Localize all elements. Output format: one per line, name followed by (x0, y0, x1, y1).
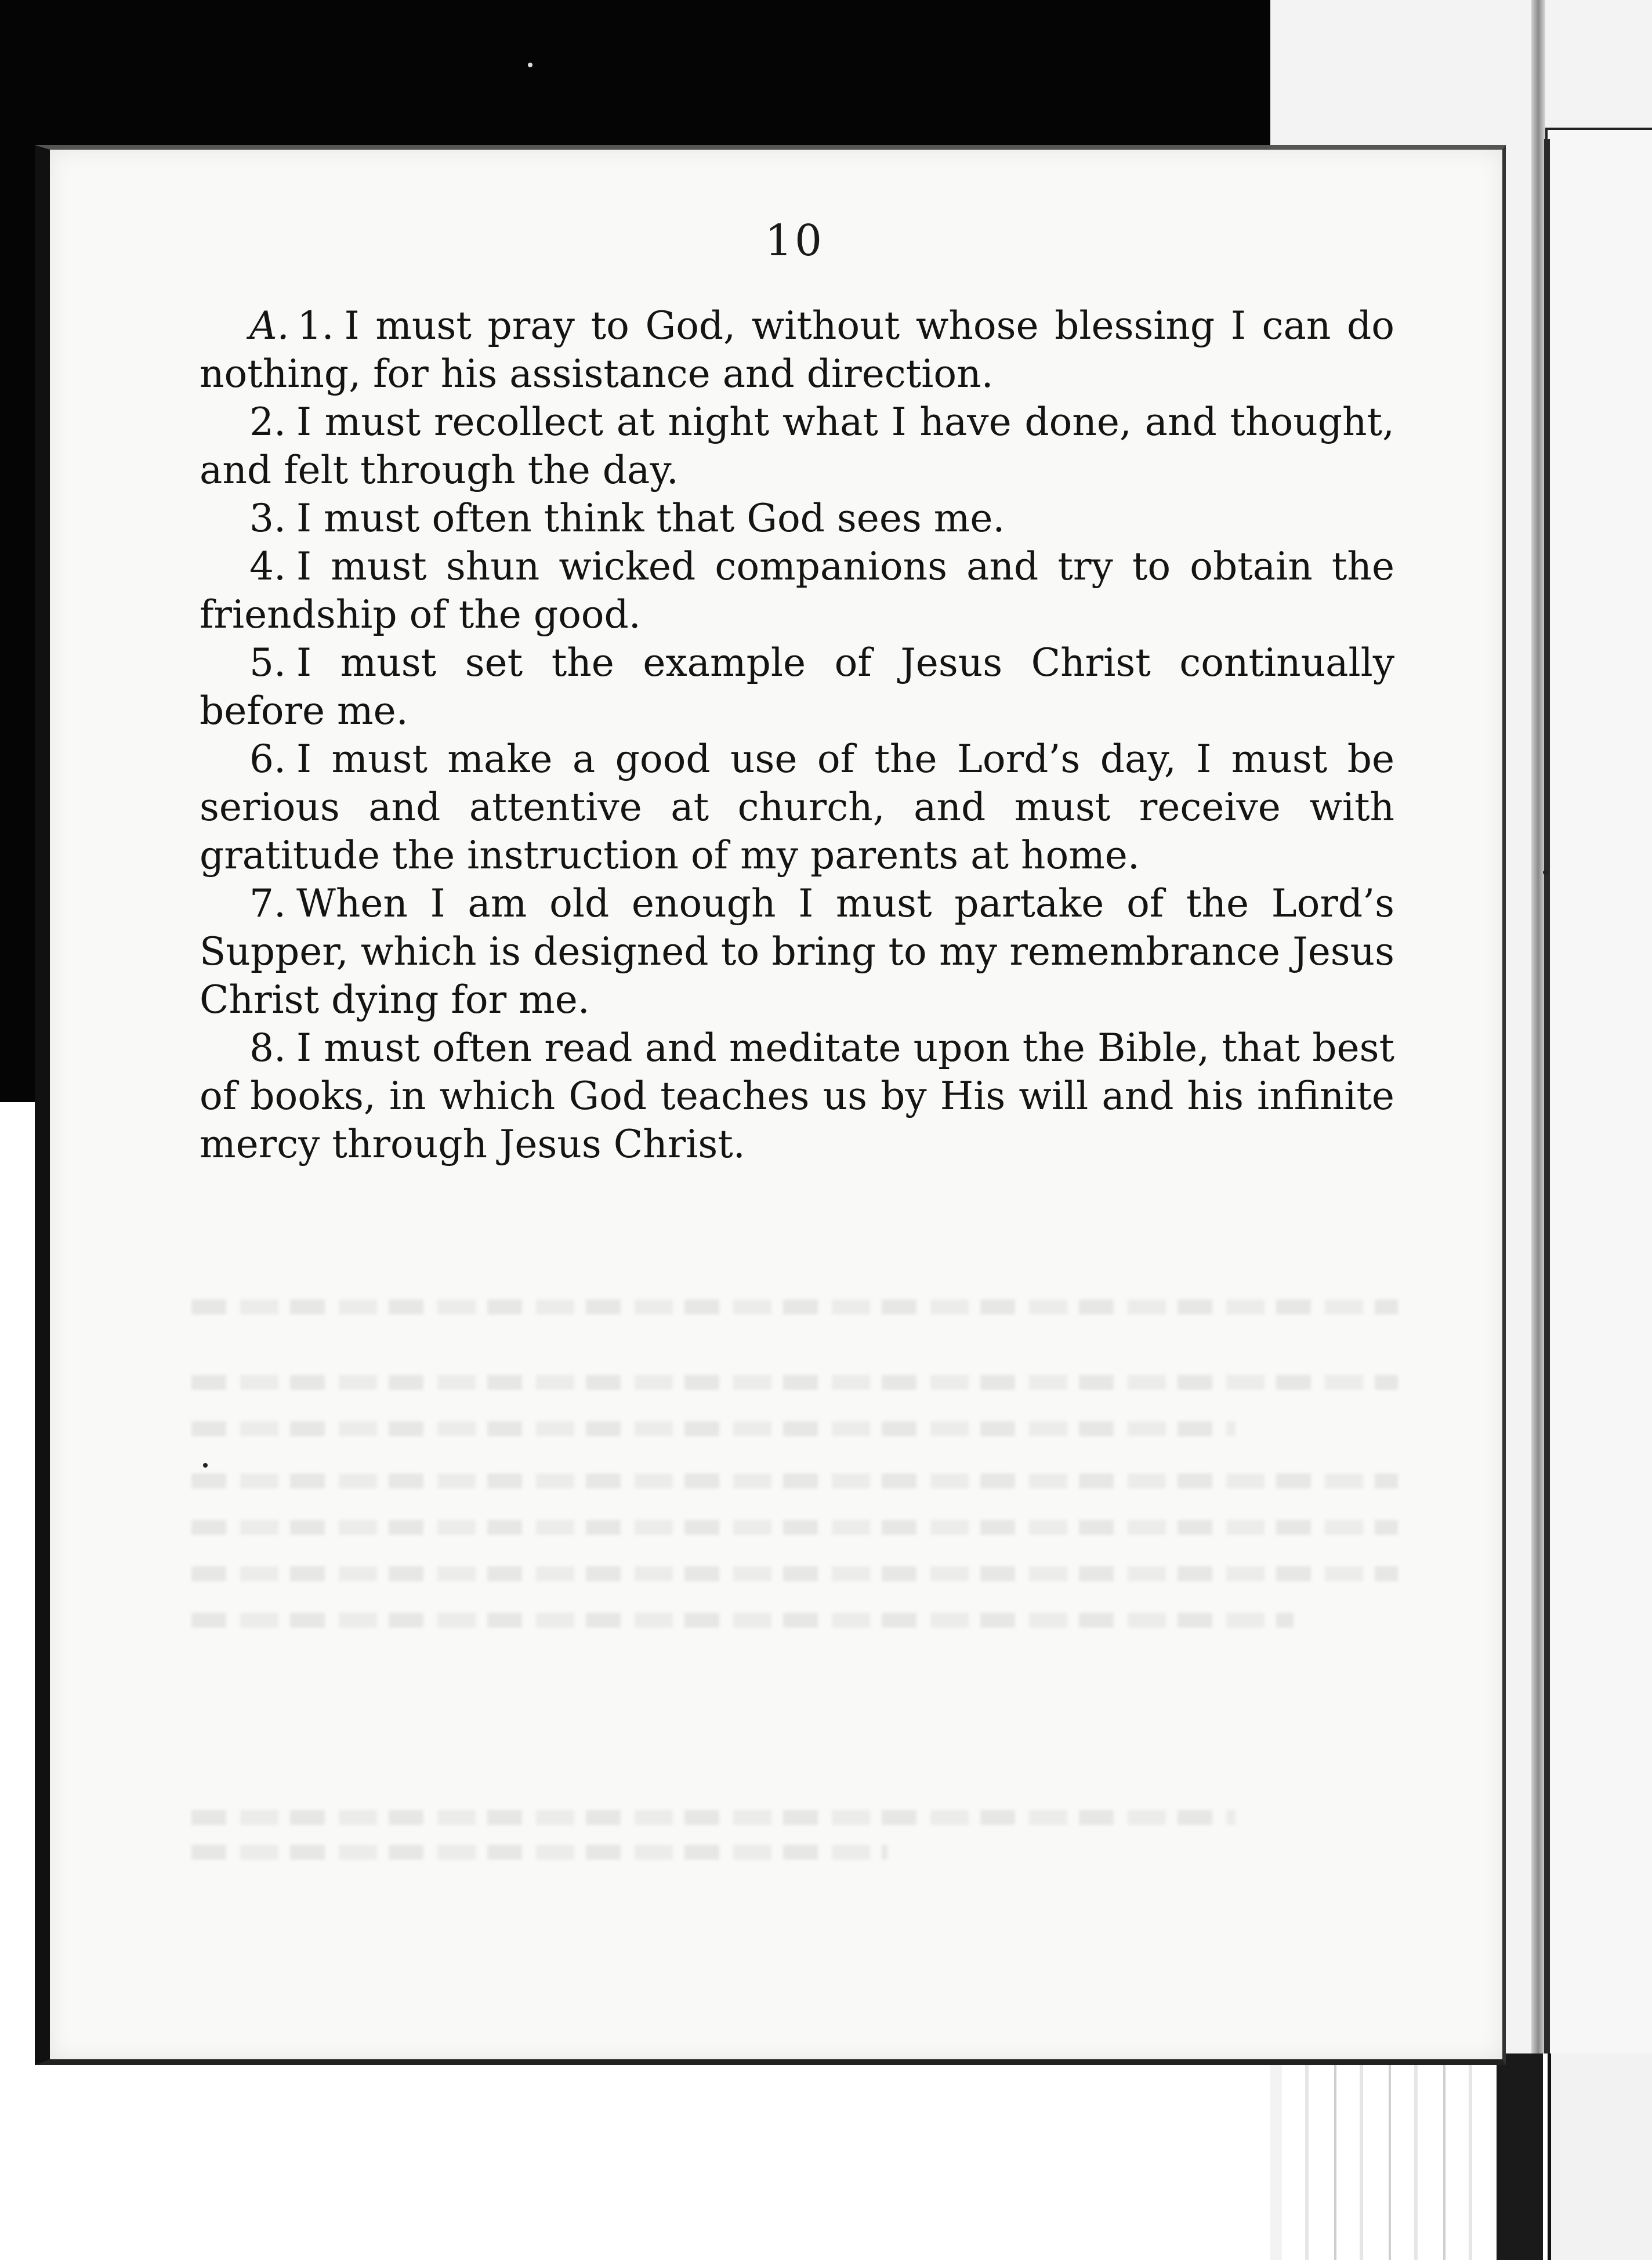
item-number: 8. (249, 1026, 286, 1070)
ink-speck (528, 63, 532, 67)
show-through-line (191, 1473, 1398, 1488)
item-number: 7. (249, 881, 286, 926)
answer-item-5 (200, 639, 1394, 735)
answer-item-6 (200, 735, 1394, 879)
show-through-line (191, 1810, 1236, 1825)
show-through-line (191, 1299, 1398, 1314)
item-number: 5. (249, 640, 286, 685)
item-text: I must make a good use of the Lord’s day, I must be serious and attentive at church, and must receive with gratitude the instruction of my parents at home. (200, 737, 1394, 878)
show-through-line (191, 1421, 1236, 1436)
item-text: I must pray to God, without whose blessing I can do nothing, for his assistance and direction. (200, 303, 1394, 396)
item-text: I must set the example of Jesus Christ continually before me. (200, 640, 1394, 733)
answer-label: A. (249, 303, 289, 348)
page-number: 10 (765, 216, 825, 266)
item-number: 1. (297, 303, 334, 348)
item-text: When I am old enough I must partake of the Lord’s Supper, which is designed to bring to my remembrance Jesus Christ dying for me. (200, 881, 1394, 1022)
ink-speck (1543, 870, 1548, 875)
adjacent-page-edge (1545, 128, 1652, 2056)
answer-item-1 (200, 302, 1394, 398)
scanner-background-left (0, 0, 35, 1102)
item-number: 3. (249, 496, 286, 541)
item-number: 2. (249, 400, 286, 444)
show-through-line (191, 1613, 1294, 1628)
page-stack-shadow (1497, 2053, 1543, 2260)
item-text: I must often read and meditate upon the Bible, that best of books, in which God teaches us by His will and his infinite mercy through Jesus Christ. (200, 1026, 1394, 1167)
answer-item-2 (200, 398, 1394, 494)
answer-text (200, 302, 1394, 1168)
item-number: 4. (249, 544, 286, 589)
answer-item-3 (200, 494, 1394, 542)
show-through-line (191, 1520, 1398, 1535)
answer-item-7 (200, 879, 1394, 1024)
page-stack-right (1548, 2053, 1652, 2260)
ink-speck (203, 1463, 208, 1468)
show-through-line (191, 1566, 1398, 1581)
show-through-line (191, 1375, 1398, 1390)
answer-item-4 (200, 542, 1394, 639)
item-number: 6. (249, 737, 286, 781)
item-text: I must shun wicked companions and try to obtain the friendship of the good. (200, 544, 1394, 637)
show-through-line (191, 1845, 887, 1860)
item-text: I must often think that God sees me. (296, 496, 1005, 541)
answer-item-8 (200, 1024, 1394, 1168)
item-text: I must recollect at night what I have done, and thought, and felt through the day. (200, 400, 1394, 492)
page-fold (1531, 0, 1545, 2260)
scanner-background-top (0, 0, 1270, 145)
book-spine (1544, 139, 1550, 2065)
